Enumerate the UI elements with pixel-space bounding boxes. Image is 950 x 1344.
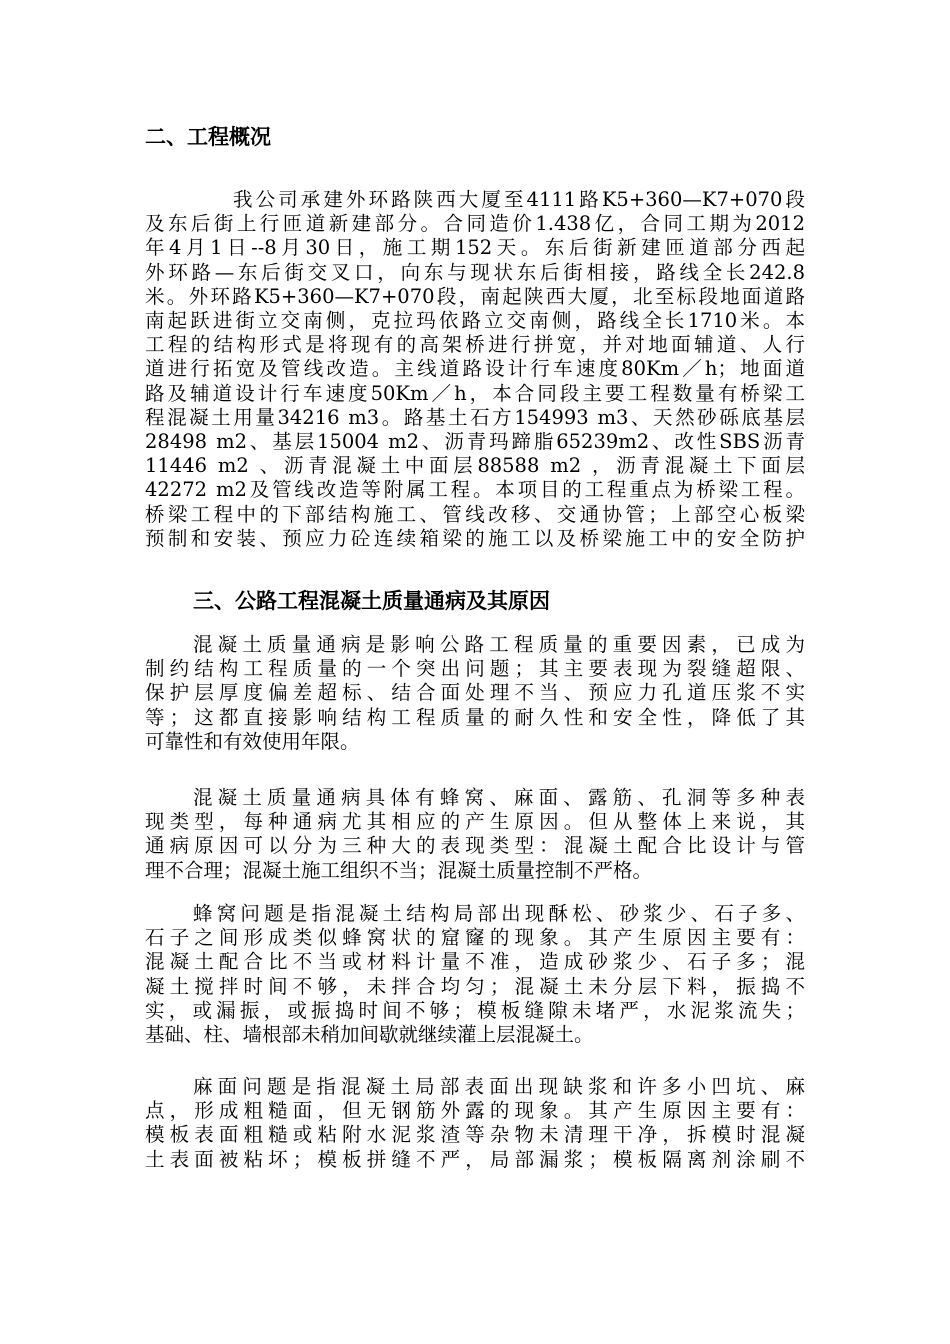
text-line: 石子之间形成类似蜂窝状的窟窿的现象。其产生原因主要有：: [145, 926, 805, 950]
text-line: 凝土搅拌时间不够，未拌合均匀；混凝土未分层下料，振捣不: [145, 974, 805, 998]
text-line: 桥梁工程中的下部结构施工、管线改移、交通协管；上部空心板梁: [145, 502, 805, 526]
text-line: 42272 m2及管线改造等附属工程。本项目的工程重点为桥梁工程。: [145, 478, 805, 502]
text-line: 制约结构工程质量的一个突出问题；其主要表现为裂缝超限、: [145, 657, 805, 681]
text-line: 28498 m2、基层15004 m2、沥青玛蹄脂65239m2、改性SBS沥青: [145, 430, 805, 454]
text-line: 年4月1日--8月30日，施工期152天。东后街新建匝道部分西起: [145, 236, 805, 260]
text-line: 预制和安装、预应力砼连续箱梁的施工以及桥梁施工中的安全防护: [145, 526, 805, 550]
paragraph-defects-intro: [145, 633, 805, 754]
section-heading-overview: 二、工程概况: [145, 125, 271, 149]
section-heading-concrete-defects: 三、公路工程混凝土质量通病及其原因: [193, 589, 550, 613]
text-line: 等；这都直接影响结构工程质量的耐久性和安全性，降低了其: [145, 705, 805, 729]
text-line: 现类型，每种通病尤其相应的产生原因。但从整体上来说，其: [145, 810, 805, 834]
text-line: 可靠性和有效使用年限。: [145, 729, 360, 753]
paragraph-pitted-surface: [145, 1075, 805, 1172]
text-line: 保护层厚度偏差超标、结合面处理不当、预应力孔道压浆不实: [145, 681, 805, 705]
text-line: 通病原因可以分为三种大的表现类型：混凝土配合比设计与管: [145, 834, 805, 858]
text-line: 米。外环路K5+360—K7+070段，南起陕西大厦，北至标段地面道路: [145, 284, 805, 308]
text-line: 理不合理；混凝土施工组织不当；混凝土质量控制不严格。: [145, 858, 653, 882]
text-line: 基础、柱、墙根部未稍加间歇就继续灌上层混凝土。: [145, 1023, 594, 1047]
text-line: 道进行拓宽及管线改造。主线道路设计行车速度80Km／h；地面道: [145, 357, 805, 381]
text-line: 实，或漏振，或振捣时间不够；模板缝隙未堵严，水泥浆流失；: [145, 998, 805, 1022]
text-line: 混凝土质量通病是影响公路工程质量的重要因素，已成为: [193, 633, 805, 656]
text-line: 土表面被粘坏；模板拼缝不严，局部漏浆；模板隔离剂涂刷不: [145, 1147, 805, 1171]
text-line: 麻面问题是指混凝土局部表面出现缺浆和许多小凹坑、麻: [193, 1075, 805, 1098]
text-line: 混凝土质量通病具体有蜂窝、麻面、露筋、孔洞等多种表: [193, 786, 805, 809]
text-line: 点，形成粗糙面，但无钢筋外露的现象。其产生原因主要有：: [145, 1099, 805, 1123]
paragraph-project-overview: [145, 188, 805, 551]
text-line: 我公司承建外环路陕西大厦至4111路K5+360—K7+070段: [233, 188, 805, 211]
paragraph-defect-types: [145, 786, 805, 883]
text-line: 及东后街上行匝道新建部分。合同造价1.438亿，合同工期为2012: [145, 212, 805, 236]
text-line: 工程的结构形式是将现有的高架桥进行拼宽，并对地面辅道、人行: [145, 333, 805, 357]
text-line: 程混凝土用量34216 m3。路基土石方154993 m3、天然砂砾底基层: [145, 405, 805, 429]
text-line: 模板表面粗糙或粘附水泥浆渣等杂物未清理干净，拆模时混凝: [145, 1123, 805, 1147]
text-line: 外环路—东后街交叉口，向东与现状东后街相接，路线全长242.8: [145, 260, 805, 284]
text-line: 蜂窝问题是指混凝土结构局部出现酥松、砂浆少、石子多、: [193, 902, 805, 925]
text-line: 11446 m2 、沥青混凝土中面层88588 m2 ，沥青混凝土下面层: [145, 454, 805, 478]
paragraph-honeycomb: [145, 902, 805, 1047]
text-line: 路及辅道设计行车速度50Km／h，本合同段主要工程数量有桥梁工: [145, 381, 805, 405]
text-line: 混凝土配合比不当或材料计量不准，造成砂浆少、石子多；混: [145, 950, 805, 974]
text-line: 南起跃进街立交南侧，克拉玛依路立交南侧，路线全长1710米。本: [145, 309, 805, 333]
